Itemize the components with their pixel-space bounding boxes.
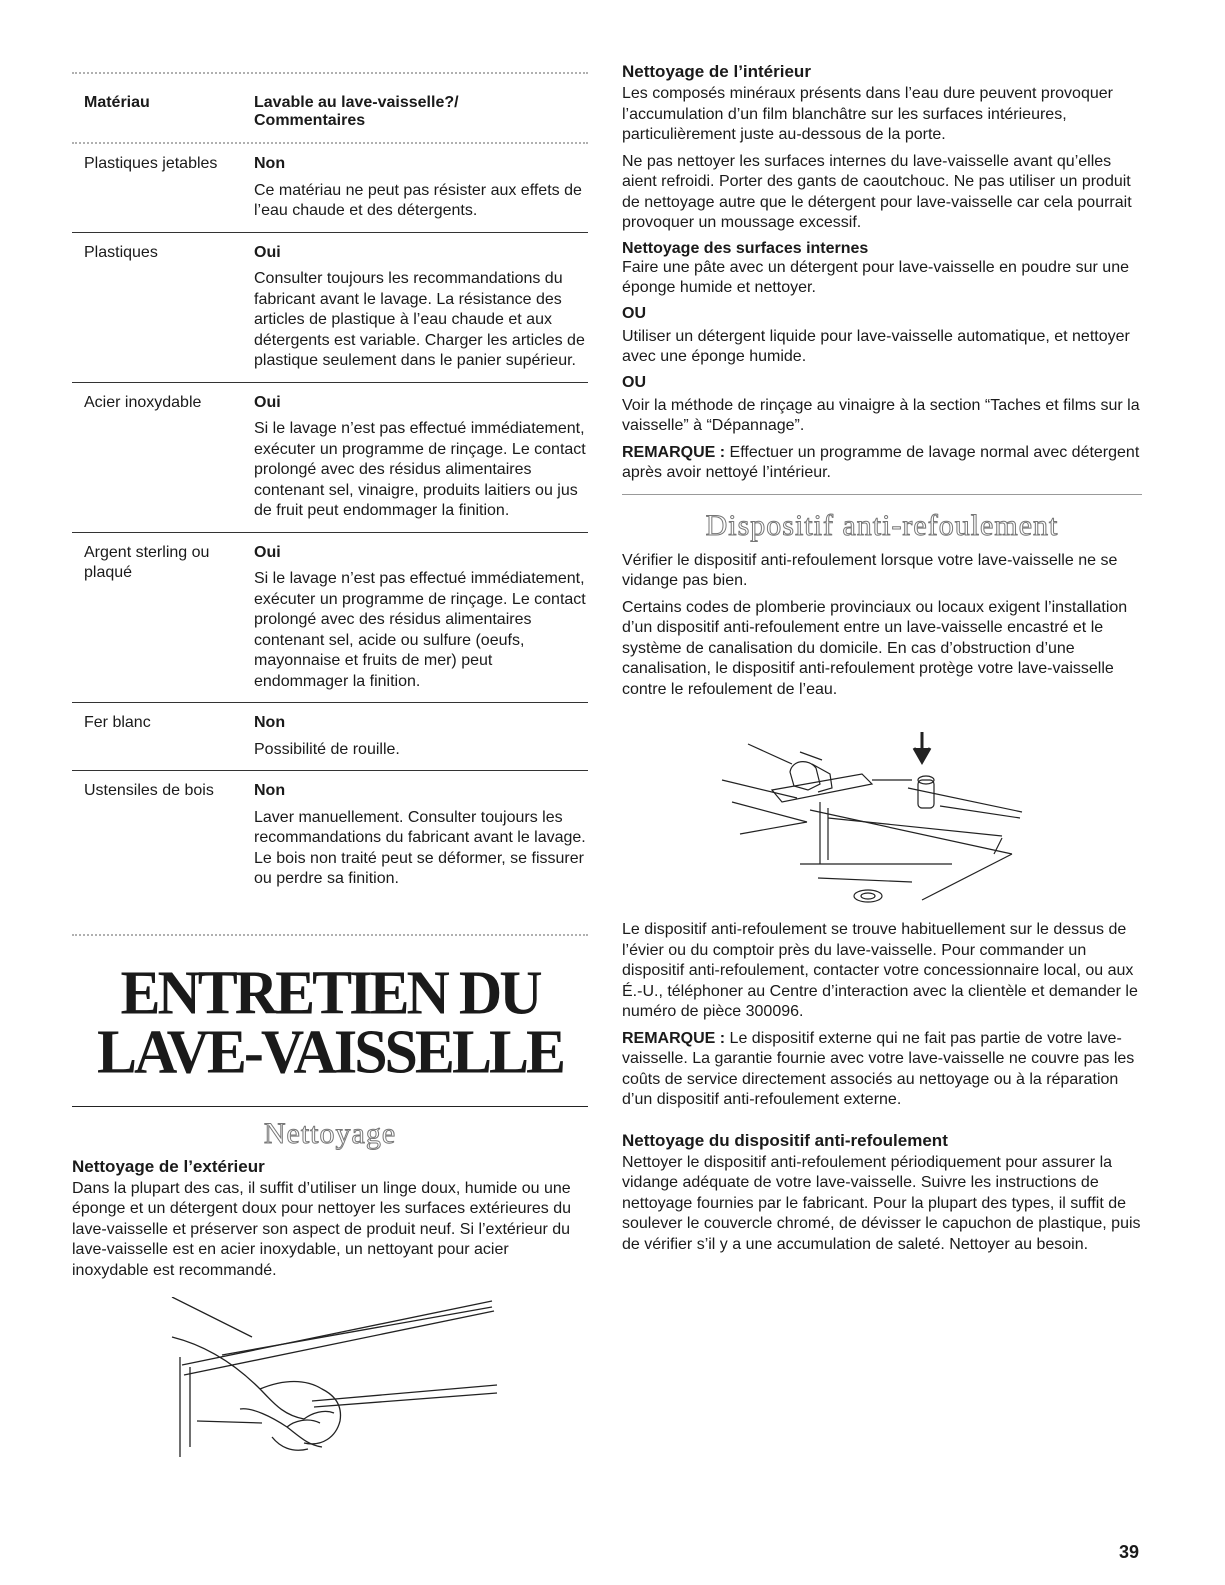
antireflux-clean-text: Nettoyer le dispositif anti-refoulement périodiquement pour assurer la vidange adéquate de votre lave-vaisselle. Suivre les instructions de nettoyage fournies par le fabricant. Pour la plupart des types, il suffit de soulever le couvercle chromé, de dévisser le capuchon de plastique, puis de vérifier s’il y a une accumulation de saleté. Nettoyer au besoin. xyxy=(622,1153,1141,1253)
row-material: Acier inoxydable xyxy=(84,393,202,411)
left-column xyxy=(72,60,588,1457)
row-comment: Consulter toujours les recommandations du fabricant avant le lavage. La résistance des articles de plastique à l’eau chaude et aux détergents est variable. Charger les articles de plastique seulement dans le panier supérieur. xyxy=(254,270,585,369)
table-row xyxy=(72,383,588,533)
table-row xyxy=(72,233,588,383)
ou-label: OU xyxy=(622,304,646,322)
page-title xyxy=(72,957,588,1086)
internal-surfaces-title: Nettoyage des surfaces internes xyxy=(622,239,869,257)
row-comment: Si le lavage n’est pas effectué immédiatement, exécuter un programme de rinçage. Le contact prolongé avec des résidus alimentaires contenant sel, vinaigre, produits laitiers ou jus de fruit peut endommager la finition. xyxy=(254,420,586,519)
interior-title: Nettoyage de l’intérieur xyxy=(622,62,811,81)
table-row xyxy=(72,771,588,900)
sink-air-gap-illustration xyxy=(622,714,1142,914)
row-comment: Possibilité de rouille. xyxy=(254,740,400,758)
interior-note xyxy=(622,443,1142,484)
antireflux-p2: Certains codes de plomberie provinciaux ou locaux exigent l’installation d’un dispositif anti-refoulement entre un lave-vaisselle encastré et le système de canalisation du domicile. En cas d’obstruction d’une canalisation, le dispositif anti-refoulement protège votre lave-vaisselle contre le refoulement de l’eau. xyxy=(622,598,1128,698)
ou-label: OU xyxy=(622,373,646,391)
row-verdict: Oui xyxy=(254,393,281,411)
note-label: REMARQUE : xyxy=(622,443,726,461)
exterior-text: Dans la plupart des cas, il suffit d’utiliser un linge doux, humide ou une éponge et un détergent doux pour nettoyer les surfaces extérieures du lave-vaisselle et préserver son aspect de produit neuf. Si l’extérieur du lave-vaisselle est en acier inoxydable, un nettoyant pour acier inoxydable est recommandé. xyxy=(72,1179,571,1279)
row-comment: Laver manuellement. Consulter toujours les recommandations du fabricant avant le lavage. Le bois non traité peut se déformer, se fissurer ou perdre sa finition. xyxy=(254,808,586,887)
table-row xyxy=(72,144,588,233)
interior-p2: Ne pas nettoyer les surfaces internes du lave-vaisselle avant qu’elles aient refroidi. Porter des gants de caoutchouc. Ne pas utiliser un produit de nettoyage autre que le détergent pour lave-vaisselle car cela pourrait provoquer un moussage excessif. xyxy=(622,152,1132,231)
row-verdict: Non xyxy=(254,782,286,799)
interior-p1: Les composés minéraux présents dans l’eau dure peuvent provoquer l’accumulation d’un film blanchâtre sur les surfaces intérieures, particulièrement juste au-dessous de la porte. xyxy=(622,85,1113,143)
table-header xyxy=(72,74,588,142)
title-line2: LAVE-VAISSELLE xyxy=(96,1016,564,1086)
interior-p5: Voir la méthode de rinçage au vinaigre à la section “Taches et films sur la vaisselle” à “Dépannage”. xyxy=(622,396,1140,434)
title-rule xyxy=(72,1106,588,1107)
header-comment-line2: Commentaires xyxy=(254,112,366,129)
header-comment-line1: Lavable au lave-vaisselle?/ xyxy=(254,94,459,111)
row-material: Fer blanc xyxy=(84,714,151,731)
title-line1: ENTRETIEN DU xyxy=(120,957,540,1027)
material-table xyxy=(72,74,588,900)
interior-p4: Utiliser un détergent liquide pour lave-vaisselle automatique, et nettoyer avec une éponge humide. xyxy=(622,327,1130,365)
exterior-title: Nettoyage de l’extérieur xyxy=(72,1156,265,1176)
antireflux-p3: Le dispositif anti-refoulement se trouve habituellement sur le dessus de l’évier ou du comptoir près du lave-vaisselle. Pour commander un dispositif anti-refoulement, contacter votre concessionnaire local, ou aux É.-U., téléphoner au Centre d’interaction avec la clientèle et demander le numéro de pièce 300096. xyxy=(622,921,1138,1020)
header-comments xyxy=(254,94,588,130)
row-verdict: Non xyxy=(254,155,286,172)
table-row xyxy=(72,703,588,771)
table-row xyxy=(72,533,588,704)
row-comment: Si le lavage n’est pas effectué immédiatement, exécuter un programme de rinçage. Le contact prolongé avec des résidus alimentaires contenant sel, acide ou sulfure (oeufs, mayonnaise et fruits de mer) peut endommager la finition. xyxy=(254,570,586,690)
row-material: Ustensiles de bois xyxy=(84,782,214,799)
nettoyage-heading: Nettoyage xyxy=(263,1116,397,1150)
wiping-hand-illustration xyxy=(72,1297,588,1457)
row-verdict: Oui xyxy=(254,243,281,261)
interior-p3: Faire une pâte avec un détergent pour lave-vaisselle en poudre sur une éponge humide et nettoyer. xyxy=(622,258,1129,296)
antireflux-note xyxy=(622,1029,1142,1111)
section-rule xyxy=(622,494,1142,495)
row-material: Argent sterling ou plaqué xyxy=(84,543,210,581)
row-verdict: Oui xyxy=(254,543,281,561)
row-comment: Ce matériau ne peut pas résister aux effets de l’eau chaude et des détergents. xyxy=(254,181,582,219)
note-text: Le dispositif externe qui ne fait pas partie de votre lave-vaisselle. La garantie fournie avec votre lave-vaisselle ne couvre pas les coûts de service directement associés au nettoyage ou à la réparation d’un dispositif anti-refoulement externe. xyxy=(622,1029,1135,1108)
antireflux-heading: Dispositif anti-refoulement xyxy=(705,508,1059,542)
section-divider xyxy=(72,934,588,936)
row-verdict: Non xyxy=(254,714,286,731)
header-material: Matériau xyxy=(84,94,150,111)
row-material: Plastiques xyxy=(84,243,158,261)
page-number: 39 xyxy=(1118,1542,1139,1562)
antireflux-p1: Vérifier le dispositif anti-refoulement lorsque votre lave-vaisselle ne se vidange pas bien. xyxy=(622,551,1118,589)
row-material: Plastiques jetables xyxy=(84,155,218,172)
note-text: Effectuer un programme de lavage normal avec détergent après avoir nettoyé l’intérieur. xyxy=(622,443,1140,481)
right-column xyxy=(622,62,1142,1261)
note-label: REMARQUE : xyxy=(622,1029,726,1047)
antireflux-clean-title: Nettoyage du dispositif anti-refoulement xyxy=(622,1130,948,1150)
